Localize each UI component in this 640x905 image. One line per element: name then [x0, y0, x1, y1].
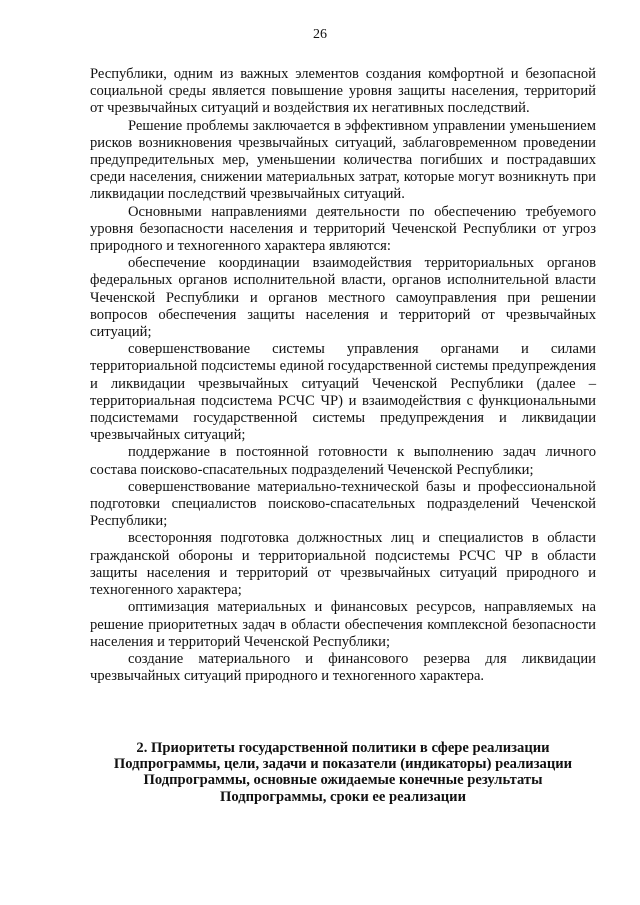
- list-item: создание материального и финансового резерва для ликвидации чрезвычайных ситуаций природного и техногенного характера.: [90, 650, 596, 685]
- paragraph: Решение проблемы заключается в эффективном управлении уменьшением рисков возникновения чрезвычайных ситуаций, заблаговременном проведении предупредительных мер, уменьшении количества погибших и пострадавших среди населения, снижении материальных затрат, которые могут возникнуть при ликвидации последствий чрезвычайных ситуаций.: [90, 117, 596, 203]
- section-heading-line: Подпрограммы, основные ожидаемые конечные результаты: [143, 772, 543, 789]
- section-heading-line: 2. Приоритеты государственной политики в сфере реализации: [136, 740, 550, 756]
- paragraph: Республики, одним из важных элементов создания комфортной и безопасной социальной среды является повышение уровня защиты населения, территорий от чрезвычайных ситуаций и воздействия их негативных последствий.: [90, 66, 596, 117]
- list-item: совершенствование материально-технической базы и профессиональной подготовки специалистов поисково-спасательных подразделений Чеченской Республики;: [90, 478, 596, 530]
- section-heading: [90, 740, 596, 805]
- paragraph: Основными направлениями деятельности по обеспечению требуемого уровня безопасности населения и территорий Чеченской Республики от угроз природного и техногенного характера являются:: [90, 203, 596, 255]
- list-item: оптимизация материальных и финансовых ресурсов, направляемых на решение приоритетных задач в области обеспечения комплексной безопасности населения и территорий Чеченской Республики;: [90, 599, 596, 650]
- section-heading-line: Подпрограммы, цели, задачи и показатели (индикаторы) реализации: [113, 756, 573, 773]
- document-body: [90, 66, 596, 685]
- list-item: поддержание в постоянной готовности к выполнению задач личного состава поисково-спасательных подразделений Чеченской Республики;: [90, 444, 596, 478]
- list-item: обеспечение координации взаимодействия территориальных органов федеральных органов исполнительной власти, органов исполнительной власти Чеченской Республики и органов местного самоуправления при решении вопросов обеспечения защиты населения и территорий от чрезвычайных ситуаций;: [90, 255, 596, 341]
- list-item: совершенствование системы управления органами и силами территориальной подсистемы единой государственной системы предупреждения и ликвидации чрезвычайных ситуаций Чеченской Республики (далее – территориальная подсистема РСЧС ЧР) и взаимодействия с функциональными подсистемами государственной системы предупреждения и ликвидации чрезвычайных ситуаций;: [90, 341, 596, 444]
- page-number: 26: [313, 27, 327, 42]
- section-heading-line: Подпрограммы, сроки ее реализации: [219, 788, 466, 805]
- list-item: всесторонняя подготовка должностных лиц и специалистов в области гражданской обороны и территориальной подсистемы РСЧС ЧР в области защиты населения и территорий от чрезвычайных ситуаций природного и техногенного характера;: [90, 530, 596, 599]
